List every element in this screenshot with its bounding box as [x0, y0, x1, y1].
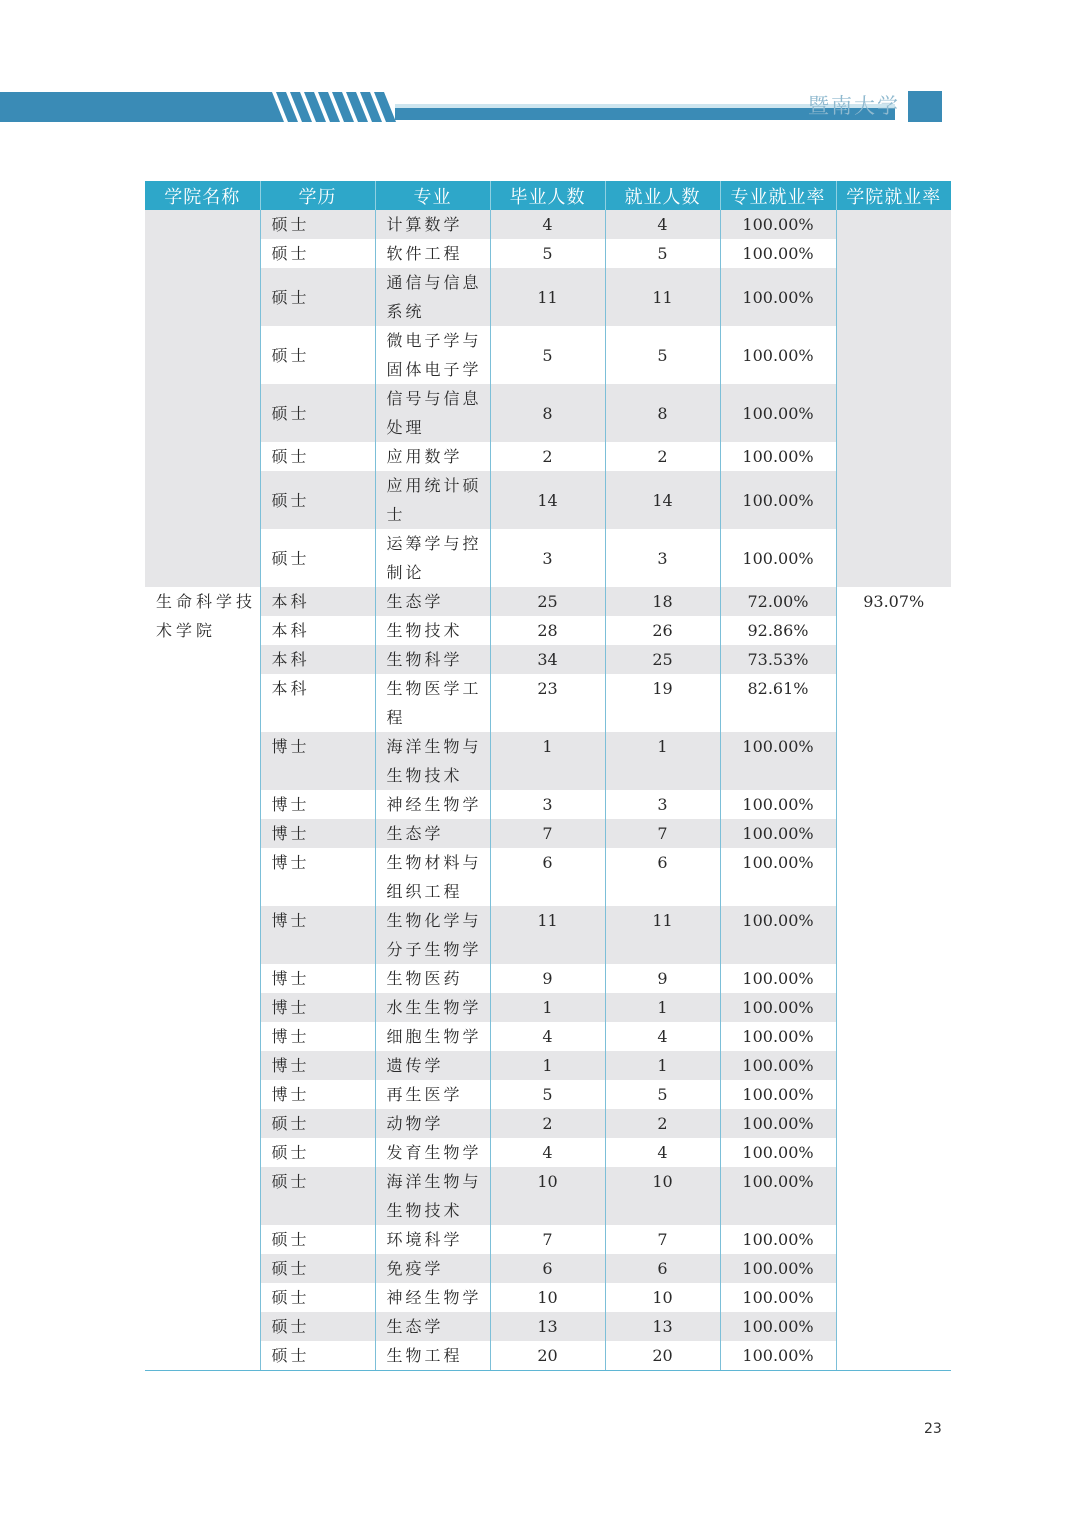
- graduates-cell: 7: [490, 819, 605, 848]
- graduates-cell: 2: [490, 1109, 605, 1138]
- university-name: 暨南大学: [808, 94, 900, 118]
- major-cell: 免疫学: [375, 1254, 490, 1283]
- degree-cell: 硕士: [260, 1167, 375, 1225]
- graduates-cell: 23: [490, 674, 605, 732]
- degree-cell: 博士: [260, 906, 375, 964]
- degree-cell: 博士: [260, 790, 375, 819]
- table-row: [145, 442, 951, 471]
- rate-cell: 82.61%: [720, 674, 836, 732]
- major-cell: 环境科学: [375, 1225, 490, 1254]
- col-degree: 学历: [260, 181, 375, 210]
- employed-cell: 3: [605, 790, 720, 819]
- major-cell: 神经生物学: [375, 790, 490, 819]
- degree-cell: 博士: [260, 1051, 375, 1080]
- employed-cell: 7: [605, 819, 720, 848]
- table-row: [145, 268, 951, 326]
- rate-cell: 100.00%: [720, 1283, 836, 1312]
- major-cell: 海洋生物与生物技术: [375, 1167, 490, 1225]
- major-cell: 通信与信息系统: [375, 268, 490, 326]
- table-row: [145, 819, 951, 848]
- employed-cell: 1: [605, 1051, 720, 1080]
- employed-cell: 4: [605, 210, 720, 239]
- degree-cell: 硕士: [260, 1138, 375, 1167]
- college-name-cell: [145, 210, 260, 587]
- table-header-row: [145, 181, 951, 210]
- graduates-cell: 5: [490, 326, 605, 384]
- major-cell: 信号与信息处理: [375, 384, 490, 442]
- graduates-cell: 10: [490, 1283, 605, 1312]
- page-number: 23: [924, 1421, 942, 1437]
- employed-cell: 9: [605, 964, 720, 993]
- graduates-cell: 11: [490, 268, 605, 326]
- employed-cell: 6: [605, 848, 720, 906]
- major-cell: 生态学: [375, 1312, 490, 1341]
- table-row: [145, 1051, 951, 1080]
- employed-cell: 3: [605, 529, 720, 587]
- graduates-cell: 25: [490, 587, 605, 616]
- major-cell: 水生生物学: [375, 993, 490, 1022]
- graduates-cell: 3: [490, 529, 605, 587]
- major-cell: 计算数学: [375, 210, 490, 239]
- employed-cell: 10: [605, 1283, 720, 1312]
- major-cell: 运筹学与控制论: [375, 529, 490, 587]
- degree-cell: 博士: [260, 1022, 375, 1051]
- major-cell: 再生医学: [375, 1080, 490, 1109]
- table-row: [145, 1080, 951, 1109]
- rate-cell: 100.00%: [720, 1051, 836, 1080]
- table-row: [145, 529, 951, 587]
- rate-cell: 72.00%: [720, 587, 836, 616]
- rate-cell: 100.00%: [720, 1225, 836, 1254]
- degree-cell: 硕士: [260, 1312, 375, 1341]
- graduates-cell: 8: [490, 384, 605, 442]
- degree-cell: 硕士: [260, 1109, 375, 1138]
- rate-cell: 100.00%: [720, 1022, 836, 1051]
- rate-cell: 100.00%: [720, 964, 836, 993]
- rate-cell: 100.00%: [720, 384, 836, 442]
- major-cell: 发育生物学: [375, 1138, 490, 1167]
- banner-block: [908, 91, 942, 122]
- employed-cell: 26: [605, 616, 720, 645]
- major-cell: 生物科学: [375, 645, 490, 674]
- rate-cell: 100.00%: [720, 790, 836, 819]
- banner-stripes-decoration: [262, 92, 402, 122]
- major-cell: 神经生物学: [375, 1283, 490, 1312]
- employed-cell: 1: [605, 993, 720, 1022]
- rate-cell: 100.00%: [720, 1254, 836, 1283]
- graduates-cell: 6: [490, 1254, 605, 1283]
- employed-cell: 2: [605, 1109, 720, 1138]
- major-cell: 生物技术: [375, 616, 490, 645]
- major-cell: 生态学: [375, 819, 490, 848]
- degree-cell: 本科: [260, 587, 375, 616]
- rate-cell: 100.00%: [720, 1312, 836, 1341]
- major-cell: 遗传学: [375, 1051, 490, 1080]
- col-major: 专业: [375, 181, 490, 210]
- college-rate-cell: [836, 210, 951, 587]
- table-row: [145, 1312, 951, 1341]
- major-cell: 动物学: [375, 1109, 490, 1138]
- major-cell: 软件工程: [375, 239, 490, 268]
- degree-cell: 硕士: [260, 1254, 375, 1283]
- table-row: [145, 1225, 951, 1254]
- major-cell: 生态学: [375, 587, 490, 616]
- col-major-rate: 专业就业率: [720, 181, 836, 210]
- degree-cell: 硕士: [260, 384, 375, 442]
- employed-cell: 18: [605, 587, 720, 616]
- degree-cell: 硕士: [260, 442, 375, 471]
- table-row: [145, 1109, 951, 1138]
- table-row: [145, 993, 951, 1022]
- rate-cell: 100.00%: [720, 906, 836, 964]
- employed-cell: 7: [605, 1225, 720, 1254]
- rate-cell: 100.00%: [720, 268, 836, 326]
- graduates-cell: 4: [490, 210, 605, 239]
- table-row: [145, 1022, 951, 1051]
- graduates-cell: 14: [490, 471, 605, 529]
- major-cell: 生物医药: [375, 964, 490, 993]
- graduates-cell: 7: [490, 1225, 605, 1254]
- rate-cell: 100.00%: [720, 993, 836, 1022]
- major-cell: 海洋生物与生物技术: [375, 732, 490, 790]
- rate-cell: 73.53%: [720, 645, 836, 674]
- rate-cell: 100.00%: [720, 1167, 836, 1225]
- employed-cell: 4: [605, 1138, 720, 1167]
- college-name-cell: 生命科学技术学院: [145, 587, 260, 1370]
- table-row: [145, 616, 951, 645]
- major-cell: 生物工程: [375, 1341, 490, 1370]
- banner-bar: [0, 92, 272, 122]
- major-cell: 生物材料与组织工程: [375, 848, 490, 906]
- table-row: [145, 732, 951, 790]
- employed-cell: 14: [605, 471, 720, 529]
- employed-cell: 10: [605, 1167, 720, 1225]
- table-row: [145, 848, 951, 906]
- table-row: [145, 790, 951, 819]
- table-bottom-rule: [145, 1370, 951, 1371]
- col-graduates: 毕业人数: [490, 181, 605, 210]
- table-row: [145, 210, 951, 239]
- table-row: [145, 645, 951, 674]
- major-cell: 生物医学工程: [375, 674, 490, 732]
- graduates-cell: 1: [490, 732, 605, 790]
- graduates-cell: 20: [490, 1341, 605, 1370]
- degree-cell: 硕士: [260, 529, 375, 587]
- employed-cell: 11: [605, 906, 720, 964]
- degree-cell: 博士: [260, 964, 375, 993]
- rate-cell: 100.00%: [720, 239, 836, 268]
- degree-cell: 硕士: [260, 239, 375, 268]
- degree-cell: 本科: [260, 616, 375, 645]
- employed-cell: 11: [605, 268, 720, 326]
- rate-cell: 100.00%: [720, 326, 836, 384]
- employed-cell: 20: [605, 1341, 720, 1370]
- major-cell: 应用数学: [375, 442, 490, 471]
- employed-cell: 5: [605, 1080, 720, 1109]
- graduates-cell: 11: [490, 906, 605, 964]
- rate-cell: 100.00%: [720, 732, 836, 790]
- table-row: [145, 906, 951, 964]
- table-row: [145, 1138, 951, 1167]
- rate-cell: 100.00%: [720, 210, 836, 239]
- graduates-cell: 4: [490, 1138, 605, 1167]
- table-row: [145, 326, 951, 384]
- rate-cell: 100.00%: [720, 1341, 836, 1370]
- major-cell: 细胞生物学: [375, 1022, 490, 1051]
- col-college: 学院名称: [145, 181, 260, 210]
- graduates-cell: 1: [490, 1051, 605, 1080]
- table-row: [145, 674, 951, 732]
- graduates-cell: 1: [490, 993, 605, 1022]
- graduates-cell: 5: [490, 239, 605, 268]
- graduates-cell: 4: [490, 1022, 605, 1051]
- table-row: [145, 384, 951, 442]
- graduates-cell: 9: [490, 964, 605, 993]
- employed-cell: 19: [605, 674, 720, 732]
- rate-cell: 100.00%: [720, 819, 836, 848]
- degree-cell: 硕士: [260, 1283, 375, 1312]
- rate-cell: 100.00%: [720, 1138, 836, 1167]
- degree-cell: 硕士: [260, 326, 375, 384]
- major-cell: 微电子学与固体电子学: [375, 326, 490, 384]
- degree-cell: 博士: [260, 848, 375, 906]
- employment-table: [145, 181, 951, 1370]
- table-row: [145, 1341, 951, 1370]
- rate-cell: 100.00%: [720, 848, 836, 906]
- employed-cell: 5: [605, 326, 720, 384]
- table-row: [145, 1254, 951, 1283]
- employed-cell: 25: [605, 645, 720, 674]
- rate-cell: 100.00%: [720, 471, 836, 529]
- college-rate-cell: 93.07%: [836, 587, 951, 1370]
- major-cell: 应用统计硕士: [375, 471, 490, 529]
- col-employed: 就业人数: [605, 181, 720, 210]
- table-row: [145, 587, 951, 616]
- graduates-cell: 34: [490, 645, 605, 674]
- degree-cell: 博士: [260, 819, 375, 848]
- table-row: [145, 1283, 951, 1312]
- graduates-cell: 10: [490, 1167, 605, 1225]
- table-row: [145, 1167, 951, 1225]
- graduates-cell: 2: [490, 442, 605, 471]
- rate-cell: 100.00%: [720, 529, 836, 587]
- header-banner: [0, 90, 1080, 130]
- degree-cell: 博士: [260, 732, 375, 790]
- degree-cell: 本科: [260, 674, 375, 732]
- graduates-cell: 6: [490, 848, 605, 906]
- degree-cell: 本科: [260, 645, 375, 674]
- employed-cell: 1: [605, 732, 720, 790]
- table-row: [145, 471, 951, 529]
- employed-cell: 8: [605, 384, 720, 442]
- major-cell: 生物化学与分子生物学: [375, 906, 490, 964]
- table-row: [145, 964, 951, 993]
- degree-cell: 博士: [260, 993, 375, 1022]
- degree-cell: 硕士: [260, 1341, 375, 1370]
- degree-cell: 硕士: [260, 210, 375, 239]
- col-college-rate: 学院就业率: [836, 181, 951, 210]
- rate-cell: 92.86%: [720, 616, 836, 645]
- graduates-cell: 13: [490, 1312, 605, 1341]
- degree-cell: 硕士: [260, 471, 375, 529]
- graduates-cell: 3: [490, 790, 605, 819]
- degree-cell: 博士: [260, 1080, 375, 1109]
- degree-cell: 硕士: [260, 268, 375, 326]
- rate-cell: 100.00%: [720, 1109, 836, 1138]
- graduates-cell: 5: [490, 1080, 605, 1109]
- degree-cell: 硕士: [260, 1225, 375, 1254]
- employed-cell: 4: [605, 1022, 720, 1051]
- graduates-cell: 28: [490, 616, 605, 645]
- employed-cell: 13: [605, 1312, 720, 1341]
- employed-cell: 2: [605, 442, 720, 471]
- employed-cell: 6: [605, 1254, 720, 1283]
- rate-cell: 100.00%: [720, 1080, 836, 1109]
- rate-cell: 100.00%: [720, 442, 836, 471]
- employed-cell: 5: [605, 239, 720, 268]
- table-row: [145, 239, 951, 268]
